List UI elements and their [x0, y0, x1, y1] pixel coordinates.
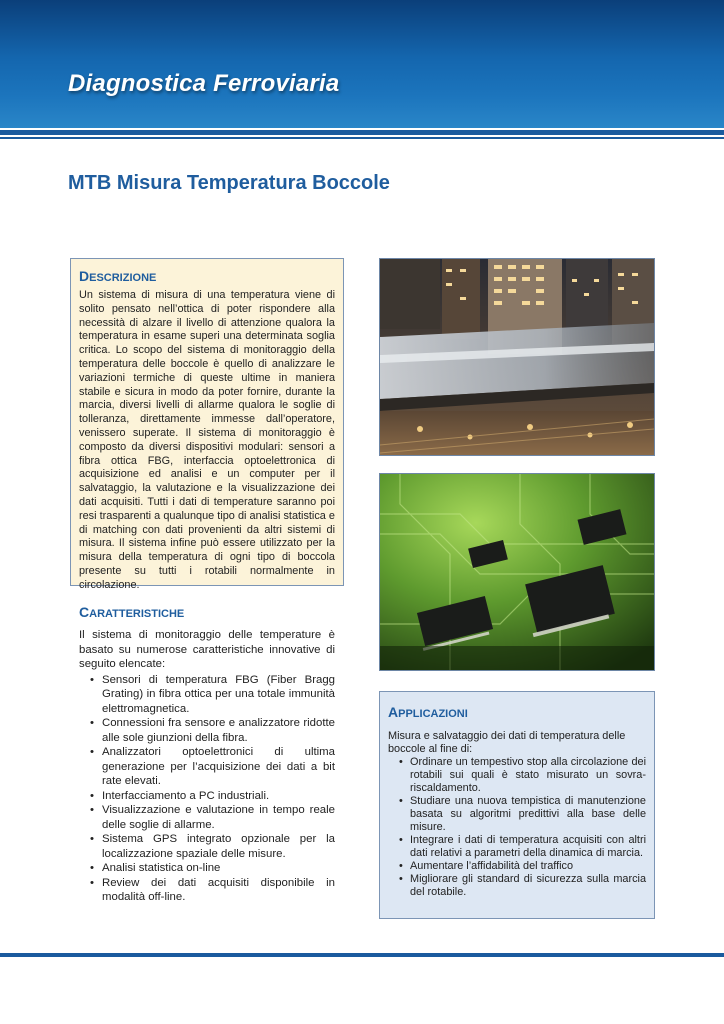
header-rule	[0, 130, 724, 135]
list-item: • Review dei dati acquisiti disponibile in modalità off-line.	[102, 876, 335, 905]
applicazioni-list	[388, 756, 646, 899]
header-title: Diagnostica Ferroviaria	[68, 70, 340, 97]
list-item: • Connessioni fra sensore e analizzatore ridotte alle sole giunzioni della fibra.	[102, 716, 335, 745]
page-title: MTB Misura Temperatura Boccole	[68, 172, 390, 194]
list-item: • Sistema GPS integrato opzionale per la localizzazione spaziale delle misure.	[102, 832, 335, 861]
descrizione-text: Un sistema di misura di una temperatura viene di solito pensato nell’ottica di poter rispondere alla necessità di alzare il livello di attenzione qualora la temperatura in esame superi una determinata soglia critica. Lo scopo del sistema di monitoraggio della temperatura delle boccole è quello di analizzare le variazioni termiche di queste ultime in maniera stabile e sicura in modo da poter fornire, durante la marcia, diversi livelli di allarme qualora le soglie di tolleranza, direttamente immesse dall’operatore, venissero superate. Il sistema di monitoraggio è composto da diversi dispositivi modulari: sensori a fibra ottica FBG, interfaccia optoelettronica di acquisizione ed analisi e un computer per il salvataggio, la valutazione e la visualizzazione dei dati acquisiti. Tutti i dati di temperature saranno poi resi trasparenti a qualunque tipo di analisi statistica e di matching con dati provenienti da altri sistemi di misura. Il sistema infine può essere utilizzato per la misura della temperatura di ogni tipo di boccola presente su tutti i rotabili normalmente in circolazione.	[79, 289, 335, 591]
list-item: • Visualizzazione e valutazione in tempo reale delle soglie di allarme.	[102, 803, 335, 832]
list-item: • Analizzatori optoelettronici di ultima generazione per l’acquisizione dei dati a bit rate elevati.	[102, 745, 335, 789]
header-rule-thin	[0, 137, 724, 139]
footer-rule	[0, 953, 724, 957]
descrizione-heading: DESCRIZIONE	[79, 268, 157, 284]
circuit-board-photo	[379, 473, 655, 671]
list-item: • Interfacciamento a PC industriali.	[102, 789, 335, 804]
header-banner	[0, 0, 724, 128]
caratteristiche-section	[79, 604, 335, 905]
list-item: • Migliorare gli standard di sicurezza sulla marcia del rotabile.	[410, 873, 646, 899]
list-item: • Ordinare un tempestivo stop alla circolazione dei rotabili sui quali è stato misurato un sovra-riscaldamento.	[410, 756, 646, 795]
caratteristiche-list	[79, 673, 335, 905]
list-item: • Aumentare l’affidabilità del traffico	[410, 860, 646, 873]
applicazioni-intro: Misura e salvataggio dei dati di temperatura delle boccole al fine di:	[388, 730, 626, 755]
caratteristiche-heading: CARATTERISTICHE	[79, 604, 185, 620]
applicazioni-box	[379, 691, 655, 919]
applicazioni-heading: APPLICAZIONI	[388, 704, 468, 720]
descrizione-box	[70, 258, 344, 591]
list-item: • Studiare una nuova tempistica di manutenzione basata su algoritmi predittivi alla base delle misure.	[410, 795, 646, 834]
list-item: • Sensori di temperatura FBG (Fiber Bragg Grating) in fibra ottica per una totale immunità elettromagnetica.	[102, 673, 335, 717]
caratteristiche-intro: Il sistema di monitoraggio delle temperature è basato su numerose caratteristiche innovative di seguito elencate:	[79, 629, 335, 670]
list-item: • Analisi statistica on-line	[102, 861, 335, 876]
list-item: • Integrare i dati di temperatura acquisiti con altri dati relativi a parametri della dinamica di marcia.	[410, 834, 646, 860]
night-city-train-photo	[379, 258, 655, 456]
